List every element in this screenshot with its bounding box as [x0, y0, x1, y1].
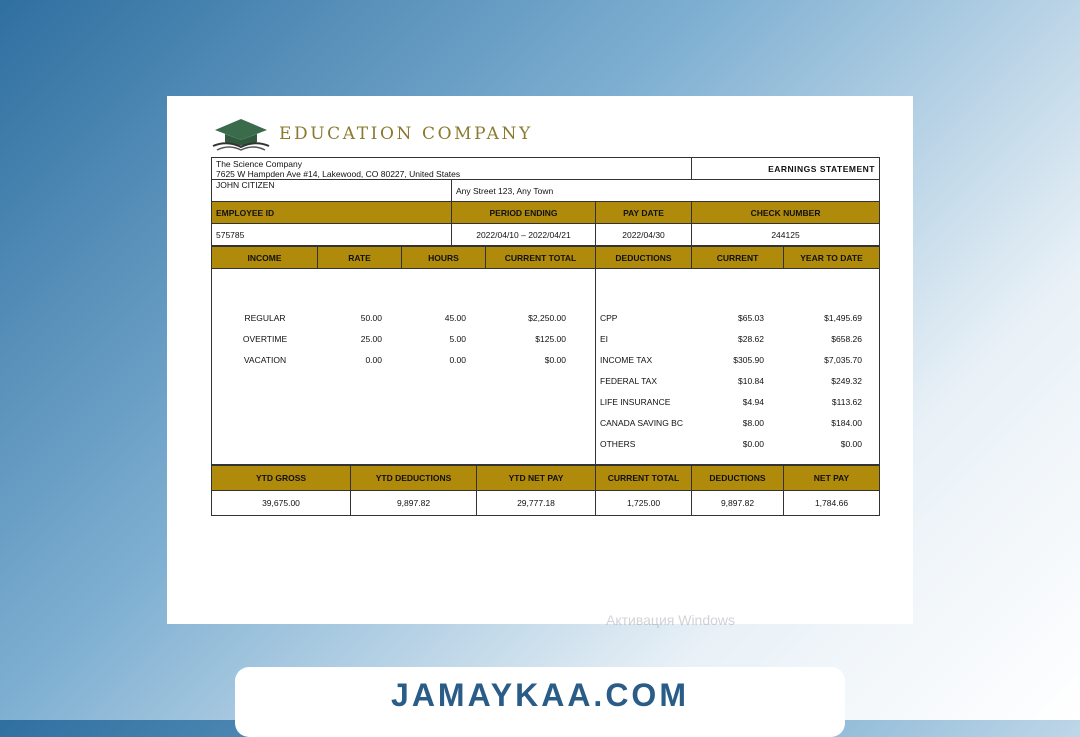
company-name: The Science Company [216, 158, 302, 169]
deduction-current: $65.03 [738, 312, 764, 323]
company-info [212, 158, 692, 180]
deduction-current: $8.00 [742, 417, 764, 428]
deduction-ytd: $0.00 [840, 438, 862, 449]
income-hours: 0.00 [449, 354, 466, 365]
summary-table [211, 465, 880, 516]
company-brand-name: EDUCATION COMPANY [279, 124, 533, 144]
ytd-net-pay-header: YTD NET PAY [477, 466, 596, 491]
summary-deductions-value: 9,897.82 [692, 491, 784, 516]
statement-header-table [211, 157, 880, 246]
pay-date-value: 2022/04/30 [596, 224, 692, 246]
employee-address: Any Street 123, Any Town [452, 180, 880, 202]
deduction-label: FEDERAL TAX [600, 375, 657, 386]
deduction-ytd: $249.32 [831, 375, 862, 386]
income-list [212, 307, 596, 370]
income-hours: 45.00 [444, 312, 466, 323]
deduction-label: CANADA SAVING BC [600, 417, 683, 428]
ytd-gross-header: YTD GROSS [212, 466, 351, 491]
summary-deductions-header: DEDUCTIONS [692, 466, 784, 491]
income-row [212, 349, 596, 370]
deduction-current: $305.90 [733, 354, 764, 365]
deduction-row [596, 370, 880, 391]
income-label: OVERTIME [242, 333, 288, 344]
income-label: REGULAR [244, 312, 286, 323]
ytd-deductions-value: 9,897.82 [351, 491, 477, 516]
site-name: JAMAYKAA.COM [391, 677, 689, 713]
deduction-current: $0.00 [742, 438, 764, 449]
income-total: $2,250.00 [528, 312, 566, 323]
employee-id-header: EMPLOYEE ID [212, 202, 452, 224]
ytd-deductions-header: YTD DEDUCTIONS [351, 466, 477, 491]
summary-current-total-header: CURRENT TOTAL [596, 466, 692, 491]
check-number-header: CHECK NUMBER [692, 202, 880, 224]
income-row [212, 328, 596, 349]
check-number-value: 244125 [692, 224, 880, 246]
deduction-label: INCOME TAX [600, 354, 653, 365]
company-address: 7625 W Hampden Ave #14, Lakewood, CO 80227, United States [216, 168, 461, 179]
deduction-ytd: $1,495.69 [824, 312, 862, 323]
deduction-row [596, 433, 880, 454]
deduction-label: LIFE INSURANCE [600, 396, 671, 407]
deduction-row [596, 412, 880, 433]
deduction-row [596, 328, 880, 349]
deduction-label: EI [600, 333, 609, 344]
earnings-table [211, 246, 880, 465]
earnings-statement [211, 157, 879, 516]
summary-current-total-value: 1,725.00 [596, 491, 692, 516]
period-ending-header: PERIOD ENDING [452, 202, 596, 224]
windows-activation-watermark: Активация Windows [606, 612, 736, 628]
net-pay-value: 1,784.66 [784, 491, 880, 516]
deduction-label: CPP [600, 312, 618, 323]
deduction-label: OTHERS [600, 438, 636, 449]
graduation-cap-icon [211, 116, 271, 152]
employee-id-value: 575785 [212, 224, 452, 246]
pay-stub-document [167, 96, 913, 624]
income-hours: 5.00 [449, 333, 466, 344]
year-to-date-header: YEAR TO DATE [784, 247, 880, 269]
period-ending-value: 2022/04/10 – 2022/04/21 [452, 224, 596, 246]
net-pay-header: NET PAY [784, 466, 880, 491]
income-header: INCOME [212, 247, 318, 269]
deduction-ytd: $7,035.70 [824, 354, 862, 365]
pay-date-header: PAY DATE [596, 202, 692, 224]
ytd-gross-value: 39,675.00 [212, 491, 351, 516]
deduction-current: $10.84 [738, 375, 764, 386]
deduction-ytd: $113.62 [831, 396, 862, 407]
income-row [212, 307, 596, 328]
deduction-current: $28.62 [738, 333, 764, 344]
income-label: VACATION [243, 354, 287, 365]
income-total: $125.00 [535, 333, 566, 344]
deduction-row [596, 307, 880, 328]
income-total: $0.00 [544, 354, 566, 365]
ytd-net-pay-value: 29,777.18 [477, 491, 596, 516]
hours-header: HOURS [402, 247, 486, 269]
deduction-row [596, 391, 880, 412]
footer-banner [235, 667, 845, 737]
rate-header: RATE [318, 247, 402, 269]
deduction-ytd: $184.00 [831, 417, 862, 428]
income-rate: 50.00 [360, 312, 382, 323]
income-section [212, 269, 596, 465]
income-rate: 25.00 [360, 333, 382, 344]
statement-title: EARNINGS STATEMENT [692, 158, 880, 180]
current-total-header: CURRENT TOTAL [486, 247, 596, 269]
current-header: CURRENT [692, 247, 784, 269]
deductions-header: DEDUCTIONS [596, 247, 692, 269]
deduction-row [596, 349, 880, 370]
company-logo [211, 116, 533, 152]
employee-name: JOHN CITIZEN [212, 180, 452, 202]
deductions-section [596, 269, 880, 465]
deduction-ytd: $658.26 [831, 333, 862, 344]
deductions-list [596, 307, 880, 454]
income-rate: 0.00 [365, 354, 382, 365]
deduction-current: $4.94 [742, 396, 764, 407]
